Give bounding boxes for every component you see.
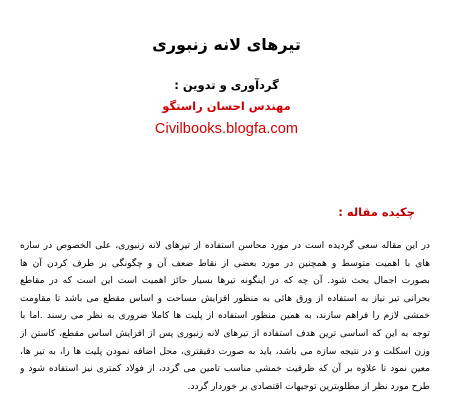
- document-title: تیرهای لانه زنبوری: [152, 35, 301, 54]
- body-line: در این مقاله سعی گردیده است در مورد محاسن استفاده از تیرهای لانه زنبوری، علی الخصوص در سازه: [20, 240, 430, 251]
- body-line: معین نمود تا علاوه بر آن که ظرفیت خمشی مناسب تامین می گردد، از فولاد کمتری نیز استفاده شود و: [20, 363, 430, 375]
- abstract-heading: چکیده مقاله :: [338, 205, 415, 219]
- website-link[interactable]: Civilbooks.blogfa.com: [154, 121, 299, 137]
- body-line: بصورت اجمال بحث شود. آن چه که در اینگونه تیرها بسیار حائز اهمیت است این است که در مقاطع: [20, 275, 430, 287]
- body-line: بحرانی تیر نیاز به استفاده از ورق هائی به منظور افزایش مساحت و اساس مقطع می باشد تا مقاومت: [20, 292, 430, 304]
- body-line: وزن اسکلت و در نتیجه سازه می باشد، باید به صورت دقیقتری، محل اضافه نمودن پلیت ها را، به تیر ها،: [20, 345, 430, 357]
- body-line: های با اهمیت متوسط و همچنین در مورد بعضی از نقاط ضعف آن و چگونگی بر طرف کردن آن ها: [20, 257, 430, 269]
- body-line: خمشی لازم را فراهم سازند، به همین منظور استفاده از پلیت ها کاملا ضروری به نظر می رسند .اما با: [20, 310, 430, 322]
- body-line: توجه به این که اساسی ترین هدف استفاده از تیرهای لانه زنبوری پس از افزایش اساس مقطع، کاستن از: [20, 327, 430, 339]
- compiled-by-label: گردآوری و تدوین :: [174, 78, 279, 92]
- abstract-body: [20, 237, 430, 395]
- body-line: طرح مورد نظر از مطلوبترین توجیهات اقتصادی بر خوردار گردد.: [187, 380, 430, 392]
- author-name: مهندس احسان راستگو: [162, 99, 291, 113]
